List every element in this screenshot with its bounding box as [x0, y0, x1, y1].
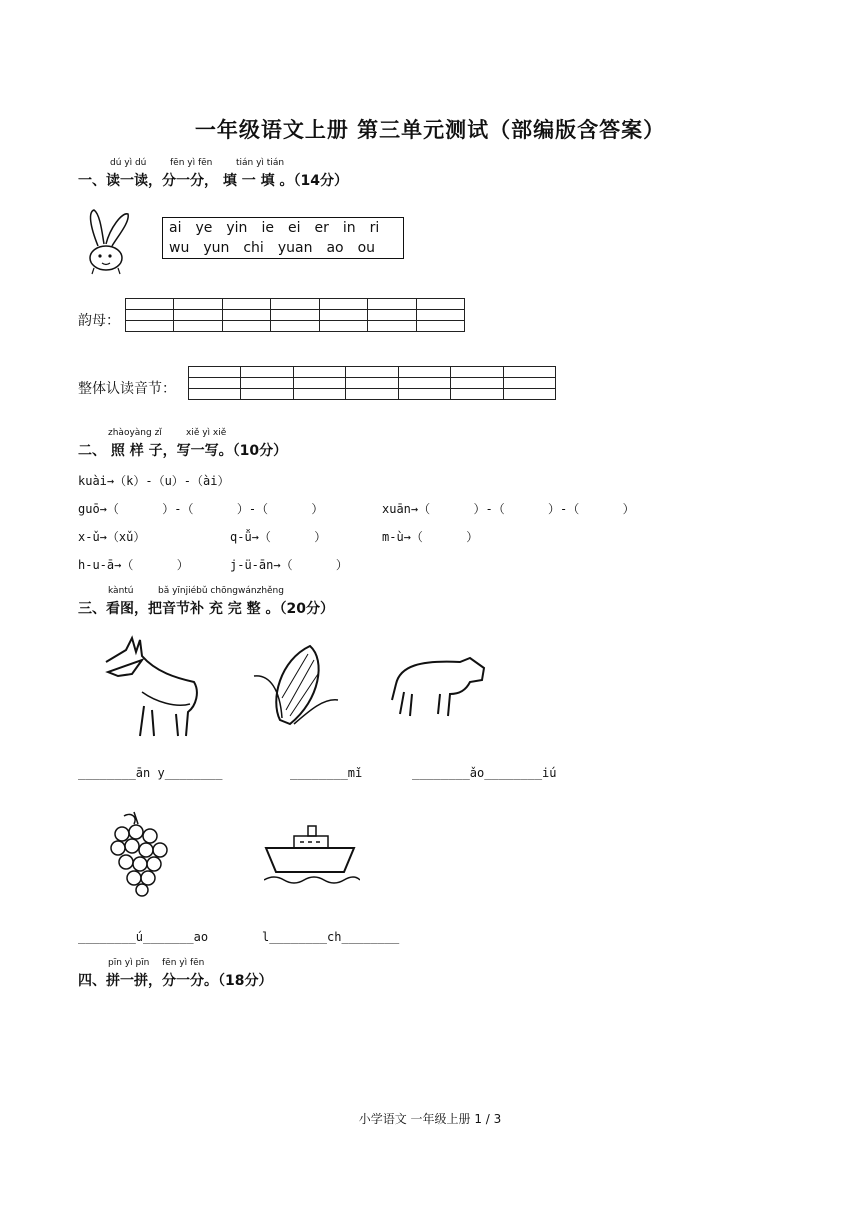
blank-corn[interactable]: ________mǐ — [290, 766, 363, 780]
syllable: chi — [243, 240, 264, 256]
syllable: ye — [195, 220, 213, 236]
zhengti-label: 整体认读音节： — [78, 381, 176, 397]
page-title: 一年级语文上册 第三单元测试（部编版含答案） — [194, 118, 666, 142]
yunmu-label: 韵母： — [78, 313, 120, 329]
section-1-heading: 一、读一读，分一分， 填 一 填 。（14分） — [78, 173, 348, 189]
blank-goat[interactable]: ________ān y________ — [78, 766, 223, 780]
pinyin-annotation: fēn yì fēn — [170, 158, 213, 168]
blank-grape[interactable]: ________ú_______ao — [78, 930, 209, 944]
exercise-hua[interactable]: h-u-ā→（ ） — [78, 558, 189, 572]
pinyin-annotation: zhàoyàng zǐ — [108, 428, 162, 438]
syllable: yin — [226, 220, 248, 236]
ship-picture — [264, 822, 360, 888]
syllable: wu — [169, 240, 190, 256]
corn-picture — [250, 640, 345, 730]
pinyin-annotation: bǎ yīnjiébǔ chōngwánzhěng — [158, 586, 284, 596]
blank-ship[interactable]: l________ch________ — [262, 930, 400, 944]
yunmu-answer-grid[interactable] — [125, 298, 465, 332]
page-footer: 小学语文 一年级上册 1 / 3 — [358, 1112, 502, 1126]
syllable-box — [162, 217, 404, 259]
zhengti-answer-grid[interactable] — [188, 366, 556, 400]
goat-picture — [96, 632, 206, 742]
rabbit-illustration — [80, 206, 136, 276]
blank-cow[interactable]: ________ǎo________iú — [412, 766, 557, 780]
grape-picture — [104, 808, 174, 898]
example-xu: x-ǔ→（xǔ） — [78, 530, 146, 544]
exercise-qu[interactable]: q-ǚ→（ ） — [230, 530, 327, 544]
syllable: ao — [326, 240, 344, 256]
cow-picture — [390, 650, 490, 720]
pinyin-annotation: dú yì dú — [110, 158, 147, 168]
pinyin-annotation: pīn yì pīn — [108, 958, 150, 968]
pinyin-annotation: tián yì tián — [236, 158, 285, 168]
exercise-juan[interactable]: j-ü-ān→（ ） — [230, 558, 348, 572]
section-4-heading: 四、拼一拼，分一分。（18分） — [78, 973, 273, 989]
syllable: yun — [203, 240, 230, 256]
section-2-heading: 二、 照 样 子，写一写。（10分） — [78, 443, 288, 459]
syllable-row-1 — [163, 218, 403, 238]
exercise-xuan[interactable]: xuān→（ ）-（ ）-（ ） — [382, 502, 635, 516]
syllable: ou — [357, 240, 376, 256]
syllable: ei — [287, 220, 301, 236]
pinyin-annotation: fēn yì fēn — [162, 958, 205, 968]
example-line: kuài→（k）-（u）-（ài） — [78, 474, 230, 488]
syllable: er — [314, 220, 329, 236]
syllable: in — [342, 220, 356, 236]
syllable: ie — [261, 220, 274, 236]
pinyin-annotation: kàntú — [108, 586, 134, 596]
section-3-heading: 三、看图，把音节补 充 完 整 。（20分） — [78, 601, 334, 617]
exercise-mu[interactable]: m-ù→（ ） — [382, 530, 479, 544]
syllable: yuan — [277, 240, 313, 256]
syllable: ai — [169, 220, 182, 236]
syllable-row-2 — [163, 238, 403, 258]
exercise-guo[interactable]: guō→（ ）-（ ）-（ ） — [78, 502, 324, 516]
pinyin-annotation: xiě yì xiě — [186, 428, 227, 438]
syllable: ri — [369, 220, 380, 236]
